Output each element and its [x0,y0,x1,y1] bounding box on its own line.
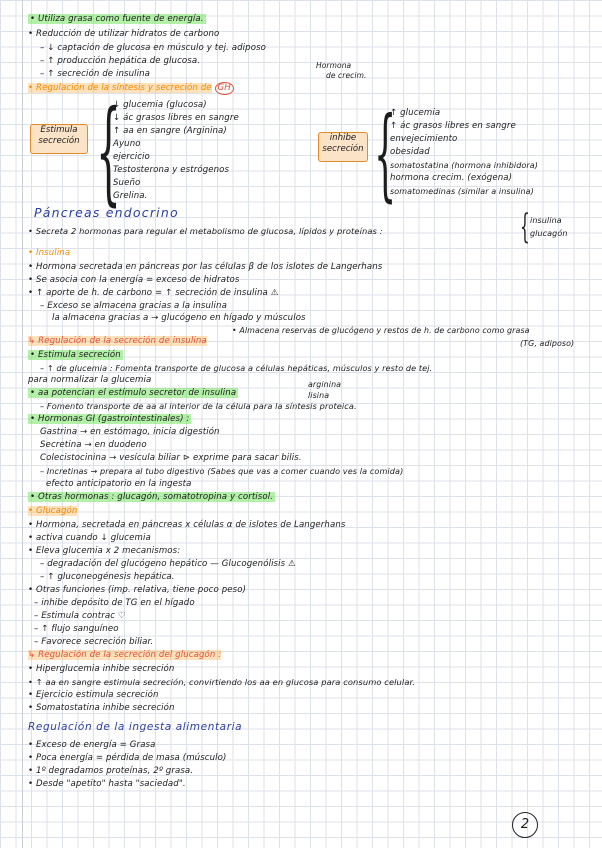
reg-glucagon-line: • ↑ aa en sangre estimula secreción, convirtiendo los aa en glucosa para consumo celular. [28,677,415,687]
estimula-item: ↓ glucemia (glucosa) [113,100,207,110]
ingesta-line: • Exceso de energía = Grasa [28,740,156,750]
glucagon-line: – Estimula contrac ♡ [34,611,126,621]
line-produccion-hepatica: – ↑ producción hepática de glucosa. [40,56,201,66]
glucagon-line: • activa cuando ↓ glucemia [28,533,151,543]
line-grasa-energia: • Utiliza grasa como fuente de energía. [30,14,204,24]
estimula-box-line1: Estimula [40,125,78,135]
gh-note-line1: Hormona [316,61,352,70]
estimula-box-line2: secreción [38,136,80,146]
ingesta-line: • 1º degradamos proteínas, 2º grasa. [28,766,194,776]
estimula-item: Grelina. [113,191,148,201]
ingesta-title: Regulación de la ingesta alimentaria [28,721,243,733]
glucagon-line: – ↑ gluconeogénesis hepática. [40,572,175,582]
regulacion-insulina-heading: ↳ Regulación de la secreción de insulina [28,336,207,346]
heading-regulacion-gh: • Regulación de la síntesis y secreción de GH [28,82,234,95]
reg-insulina-line: – Incretinas → prepara al tubo digestivo (Sabes que vas a comer cuando ves la comida) [40,466,404,476]
reg-glucagon-line: • Somatostatina inhibe secreción [28,703,175,713]
reg-insulina-line: – ↑ de glucemia : Fomenta transporte de glucosa a células hepáticas, músculos y resto de tej. [40,363,433,373]
line-secrecion-insulina: – ↑ secreción de insulina [40,69,151,79]
insulina-line: – Exceso se almacena gracias a la insulina [40,301,227,311]
pancreas-line: • Secreta 2 hormonas para regular el metabolismo de glucosa, lípidos y proteínas : [28,226,383,236]
pancreas-brace: { [520,207,530,247]
reg-glucagon-line: • Hiperglucemia inhibe secreción [28,664,175,674]
insulina-line: • Se asocia con la energía = exceso de hidratos [28,275,240,285]
inhibe-brace: { [374,95,397,212]
inhibe-item: somatomedinas (similar a insulina) [390,187,534,196]
estimula-item: ↓ ác grasos libres en sangre [113,113,239,123]
inhibe-item: envejecimiento [390,134,458,144]
insulina-line: • Almacena reservas de glucógeno y restos de h. de carbono como grasa [232,326,530,335]
warning-icon: ⚠ [270,288,279,298]
estimula-item: Ayuno [113,139,141,149]
line-reduccion-hc: • Reducción de utilizar hidratos de carbono [28,29,220,39]
pancreas-brace-item: insulina [530,216,562,225]
page-number: 2 [512,812,538,838]
reg-insulina-line: arginina [308,380,342,389]
inhibe-item: ↑ ác grasos libres en sangre [390,121,516,131]
inhibe-box-line2: secreción [322,144,364,154]
pancreas-title: Páncreas endocrino [34,205,179,220]
insulina-line: • Hormona secretada en páncreas por las células β de los islotes de Langerhans [28,262,383,272]
inhibe-item: hormona crecim. (exógena) [390,173,513,183]
estimula-secrecion-heading: • Estimula secreción [30,350,121,360]
inhibe-item: ↑ glucemia [390,108,441,118]
glucagon-line: – ↑ flujo sanguíneo [34,624,119,634]
reg-insulina-line: efecto anticipatorio en la ingesta [46,479,192,489]
inhibe-item: somatostatina (hormona inhibidora) [390,161,539,170]
estimula-brace: { [96,87,121,217]
reg-insulina-line: Colecistocinina → vesícula biliar ⊳ exprime para sacar bilis. [40,453,302,463]
gh-circled-label: GH [215,82,234,95]
estimula-item: ejercicio [113,152,150,162]
glucagon-heading: • Glucagón [28,506,78,516]
glucagon-line: – degradación del glucógeno hepático — Glucogenólisis ⚠ [40,559,296,569]
line-captacion-glucosa: – ↓ captación de glucosa en músculo y tej. adiposo [40,43,267,53]
glucagon-line: – Favorece secreción biliar. [34,637,154,647]
reg-insulina-line: • Otras hormonas : glucagón, somatotropina y cortisol. [30,492,274,502]
reg-glucagon-line: • Ejercicio estimula secreción [28,690,159,700]
reg-insulina-line: Secretina → en duodeno [40,440,147,450]
inhibe-item: obesidad [390,147,430,157]
regulacion-glucagon-heading: ↳ Regulación de la secreción del glucagón : [28,650,222,660]
insulina-heading: • Insulina [28,248,71,258]
estimula-item: Testosterona y estrógenos [113,165,230,175]
glucagon-line: • Hormona, secretada en páncreas x células α de islotes de Langerhans [28,520,346,530]
warning-icon: ⚠ [288,559,296,569]
reg-insulina-line: • Hormonas GI (gastrointestinales) : [30,414,190,424]
glucagon-line: • Eleva glucemia x 2 mecanismos: [28,546,181,556]
pancreas-brace-item: glucagón [530,229,568,238]
reg-insulina-line: – Fomento transporte de aa al interior de la célula para la síntesis proteica. [40,401,357,411]
reg-insulina-line: • aa potencian el estímulo secretor de insulina [30,388,237,398]
estimula-secrecion-box [30,124,88,154]
insulina-line: • ↑ aporte de h. de carbono = ↑ secreción de insulina ⚠ [28,288,279,298]
inhibe-box-line1: inhibe [329,133,357,143]
reg-insulina-line: lisina [308,391,330,400]
reg-insulina-line: para normalizar la glucemia [28,375,152,385]
estimula-item: ↑ aa en sangre (Arginina) [113,126,227,136]
ingesta-line: • Desde "apetito" hasta "saciedad". [28,779,186,789]
inhibe-secrecion-box [318,132,368,162]
notebook-margin-line [22,0,23,848]
reg-insulina-line: Gastrina → en estómago, inicia digestión [40,427,220,437]
insulina-line: la almacena gracias a → glucógeno en hígado y músculos [52,313,306,323]
estimula-item: Sueño [113,178,141,188]
insulina-line: (TG, adiposo) [520,339,575,348]
ingesta-line: • Poca energía = pérdida de masa (músculo) [28,753,227,763]
gh-note-line2: de crecim. [326,71,367,80]
glucagon-line: • Otras funciones (imp. relativa, tiene poco peso) [28,585,247,595]
glucagon-line: – inhibe depósito de TG en el hígado [34,598,195,608]
